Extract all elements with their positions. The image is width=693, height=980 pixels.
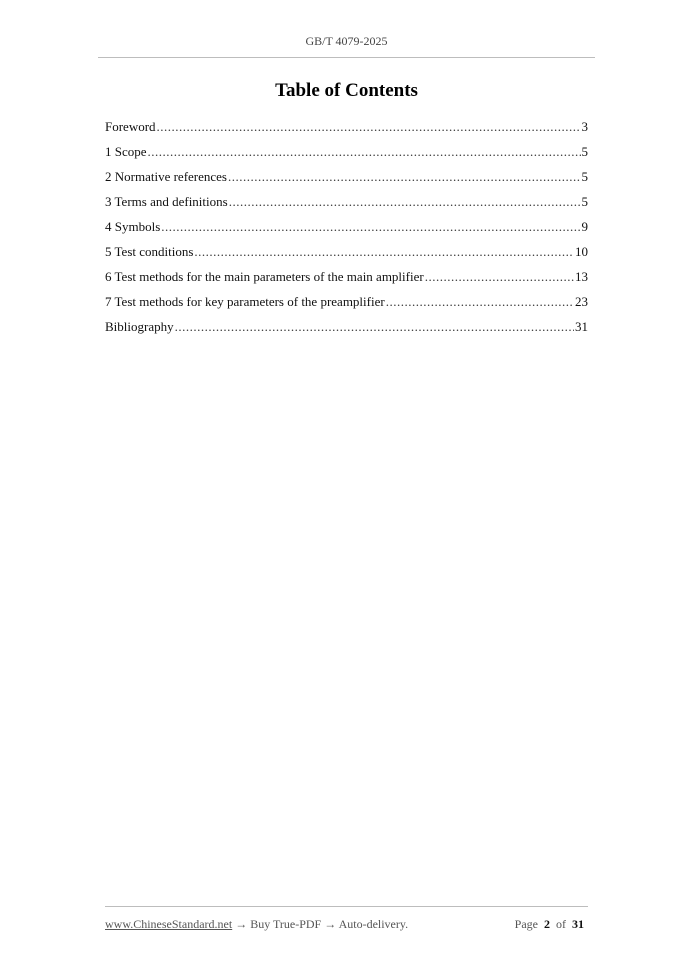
running-header: GB/T 4079-2025	[305, 34, 388, 48]
toc-leader-dots	[228, 168, 581, 186]
toc-entry-label: 2 Normative references	[105, 169, 227, 184]
page-footer	[105, 917, 588, 935]
toc-entry-label: Foreword	[105, 119, 156, 134]
total-pages-number: 31	[572, 917, 584, 931]
page-word: Page	[514, 917, 538, 931]
of-word: of	[556, 917, 566, 931]
toc-entry-terms-and-definitions[interactable]	[105, 193, 588, 218]
toc-entry-label: 6 Test methods for the main parameters of the main amplifier	[105, 269, 424, 284]
toc-leader-dots	[175, 318, 574, 336]
promo-text: → Buy True-PDF → Auto-delivery.	[232, 917, 409, 931]
toc-entry-label: 1 Scope	[105, 144, 147, 159]
toc-entry-foreword[interactable]	[105, 118, 588, 143]
toc-entry-page: 9	[581, 219, 588, 234]
toc-entry-test-conditions[interactable]	[105, 243, 588, 268]
toc-entry-main-amplifier-methods[interactable]	[105, 268, 588, 293]
toc-entry-label: 7 Test methods for key parameters of the preamplifier	[105, 294, 385, 309]
toc-entry-preamplifier-methods[interactable]	[105, 293, 588, 318]
toc-entry-bibliography[interactable]	[105, 318, 588, 343]
current-page-number: 2	[544, 917, 550, 931]
toc-entry-label: 5 Test conditions	[105, 244, 194, 259]
header-divider	[98, 57, 595, 58]
toc-leader-dots	[386, 293, 574, 311]
toc-leader-dots	[161, 218, 580, 236]
toc-entry-label: Bibliography	[105, 319, 174, 334]
toc-entry-page: 23	[575, 294, 588, 309]
toc-leader-dots	[425, 268, 574, 286]
toc-leader-dots	[194, 243, 574, 261]
toc-entry-page: 10	[575, 244, 588, 259]
toc-entry-scope[interactable]	[105, 143, 588, 168]
toc-entry-symbols[interactable]	[105, 218, 588, 243]
toc-entry-page: 5	[581, 169, 588, 184]
toc-entry-page: 5	[581, 144, 588, 159]
page-counter	[515, 917, 584, 932]
footer-promo	[105, 917, 408, 932]
toc-entry-page: 13	[575, 269, 588, 284]
site-link[interactable]: www.ChineseStandard.net	[105, 917, 233, 931]
toc-entry-page: 31	[575, 319, 588, 334]
toc-entry-page: 3	[581, 119, 588, 134]
toc-title: Table of Contents	[275, 80, 418, 101]
footer-divider	[105, 906, 588, 907]
toc-leader-dots	[157, 118, 581, 136]
toc-entry-normative-references[interactable]	[105, 168, 588, 193]
toc-entry-label: 3 Terms and definitions	[105, 194, 228, 209]
toc-leader-dots	[229, 193, 581, 211]
toc-leader-dots	[148, 143, 581, 161]
toc-list	[105, 118, 588, 343]
toc-entry-page: 5	[581, 194, 588, 209]
toc-entry-label: 4 Symbols	[105, 219, 161, 234]
